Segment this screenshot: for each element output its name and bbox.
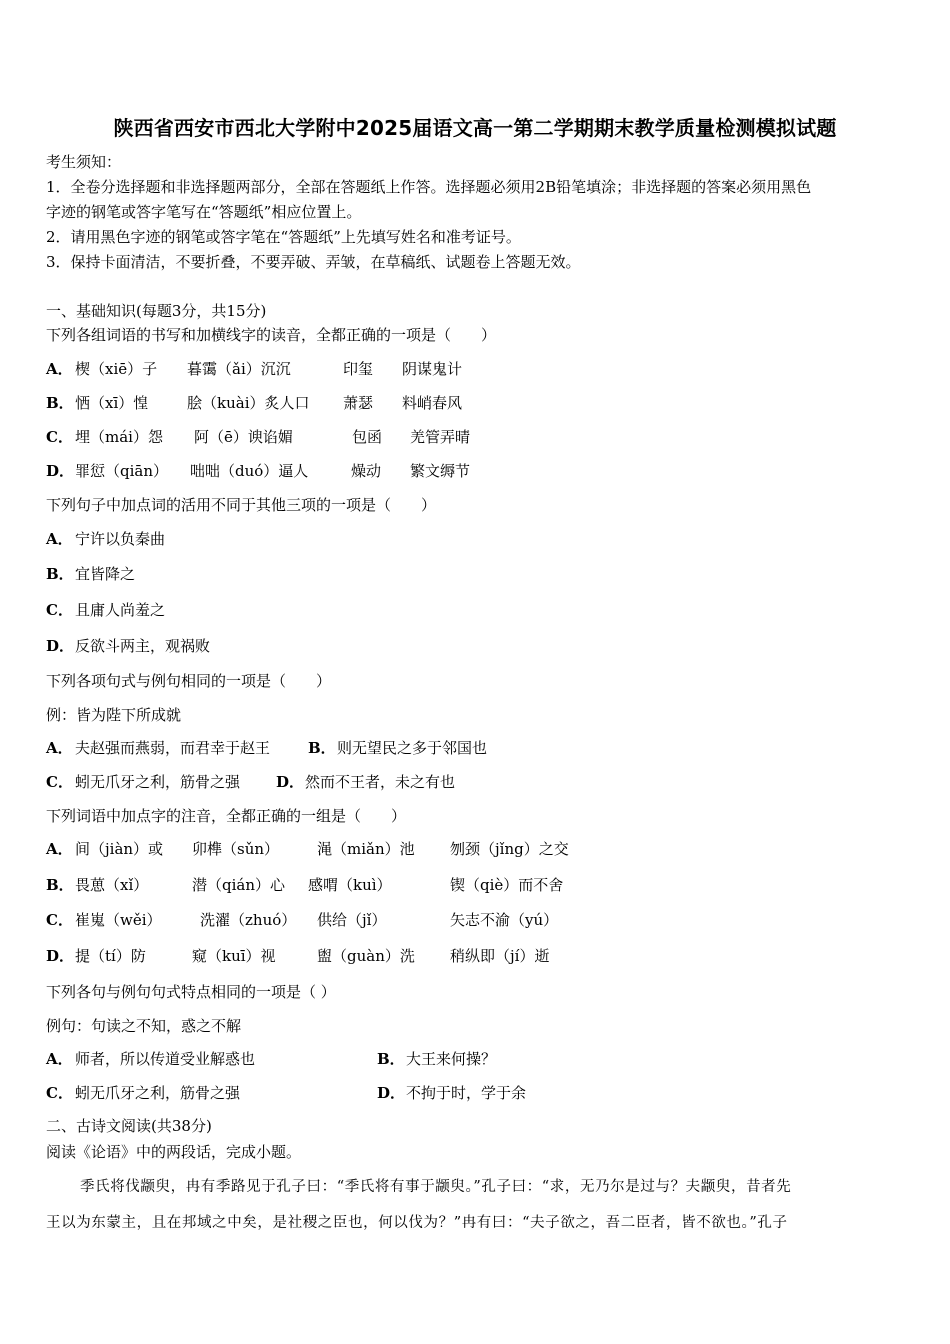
option-item: 包函 [352, 428, 383, 446]
option-item: 繁文缛节 [410, 462, 471, 480]
option-letter: D． [46, 637, 75, 655]
option-item: 埋（mái）怨 [75, 428, 163, 446]
option-text: 不拘于时，学于余 [406, 1084, 527, 1102]
option-text: 宜皆降之 [75, 565, 136, 583]
option-letter: D． [46, 947, 75, 965]
option-letter: C． [46, 773, 73, 791]
q5-stem: 下列各句与例句句式特点相同的一项是（ ） [46, 983, 336, 1001]
option-item: 刎颈（jǐng）之交 [450, 840, 569, 858]
q3-stem: 下列各项句式与例句相同的一项是（ ） [46, 672, 332, 690]
option-item: 阿（ē）谀谄媚 [194, 428, 293, 446]
option-item: 畏葸（xǐ） [75, 876, 149, 894]
option-text: 则无望民之多于邻国也 [337, 739, 488, 757]
option-letter: A． [46, 739, 73, 757]
option-item: 供给（jǐ） [317, 911, 387, 929]
notice-item-2: 2．请用黑色字迹的钢笔或答字笔在“答题纸”上先填写姓名和准考证号。 [46, 228, 521, 246]
option-item: 感喟（kuì） [308, 876, 392, 894]
option-letter: D． [276, 773, 305, 791]
option-letter: A． [46, 1050, 73, 1068]
option-item: 萧瑟 [343, 394, 374, 412]
option-text: 夫赵强而燕弱，而君幸于赵王 [75, 739, 271, 757]
option-item: 窥（kuī）视 [192, 947, 276, 965]
option-item: 渑（miǎn）池 [317, 840, 415, 858]
option-item: 潜（qián）心 [192, 876, 286, 894]
option-letter: A． [46, 530, 73, 548]
section1-heading: 一、基础知识(每题3分，共15分) [46, 302, 267, 320]
q5-example: 例句：句读之不知，惑之不解 [46, 1017, 242, 1035]
option-text: 蚓无爪牙之利，筋骨之强 [75, 1084, 241, 1102]
option-letter: C． [46, 601, 73, 619]
option-letter: B． [46, 565, 74, 583]
option-text: 师者，所以传道受业解惑也 [75, 1050, 256, 1068]
option-item: 料峭春风 [402, 394, 463, 412]
q3-example: 例：皆为陛下所成就 [46, 706, 182, 724]
option-text: 大王来何操？ [406, 1050, 497, 1068]
option-text: 蚓无爪牙之利，筋骨之强 [75, 773, 241, 791]
option-item: 锲（qiè）而不舍 [450, 876, 564, 894]
option-letter: A． [46, 840, 73, 858]
notice-item-3: 3．保持卡面清洁，不要折叠，不要弄破、弄皱，在草稿纸、试题卷上答题无效。 [46, 253, 581, 271]
passage-line-2: 王以为东蒙主，且在邦域之中矣，是社稷之臣也，何以伐为？”冉有曰：“夫子欲之，吾二臣者，皆不欲也。”孔子 [46, 1215, 788, 1231]
option-letter: C． [46, 911, 73, 929]
option-letter: B． [46, 876, 74, 894]
q4-stem: 下列词语中加点字的注音，全都正确的一组是（ ） [46, 807, 407, 825]
option-letter: B． [46, 394, 74, 412]
option-item: 楔（xiē）子 [75, 360, 158, 378]
option-item: 咄咄（duó）逼人 [190, 462, 309, 480]
q1-stem: 下列各组词语的书写和加横线字的读音，全都正确的一项是（ ） [46, 326, 497, 344]
option-text: 然而不王者，未之有也 [305, 773, 456, 791]
option-item: 盥（guàn）洗 [317, 947, 415, 965]
option-item: 恓（xī）惶 [75, 394, 149, 412]
notice-heading: 考生须知： [46, 153, 122, 171]
option-letter: C． [46, 428, 73, 446]
option-letter: D． [46, 462, 75, 480]
notice-item-1b: 字迹的钢笔或答字笔写在“答题纸”相应位置上。 [46, 203, 362, 221]
option-item: 提（tí）防 [75, 947, 146, 965]
q2-stem: 下列句子中加点词的活用不同于其他三项的一项是（ ） [46, 496, 437, 514]
option-letter: B． [308, 739, 336, 757]
option-item: 罪愆（qiān） [75, 462, 169, 480]
option-item: 崔嵬（wěi） [75, 911, 162, 929]
option-text: 反欲斗两主，观祸败 [75, 637, 211, 655]
option-item: 印玺 [343, 360, 374, 378]
section2-intro: 阅读《论语》中的两段话，完成小题。 [46, 1143, 302, 1161]
option-item: 阴谋鬼计 [402, 360, 463, 378]
option-letter: C． [46, 1084, 73, 1102]
option-letter: B． [377, 1050, 405, 1068]
option-item: 卯榫（sǔn） [192, 840, 280, 858]
option-item: 稍纵即（jí）逝 [450, 947, 550, 965]
notice-item-1a: 1．全卷分选择题和非选择题两部分，全部在答题纸上作答。选择题必须用2B铅笔填涂；非选择题的答案必须用黑色 [46, 178, 812, 196]
option-item: 间（jiàn）或 [75, 840, 164, 858]
option-letter: D． [377, 1084, 406, 1102]
option-item: 脍（kuài）炙人口 [187, 394, 310, 412]
option-item: 暮霭（ǎi）沉沉 [187, 360, 291, 378]
section2-heading: 二、古诗文阅读(共38分) [46, 1117, 212, 1135]
option-text: 且庸人尚羞之 [75, 601, 166, 619]
option-item: 燥动 [351, 462, 382, 480]
option-item: 矢志不渝（yú） [450, 911, 559, 929]
option-text: 宁许以负秦曲 [75, 530, 166, 548]
passage-line-1: 季氏将伐颛臾，冉有季路见于孔子曰：“季氏将有事于颛臾。”孔子曰：“求，无乃尔是过与？夫颛臾，昔者先 [80, 1179, 792, 1195]
option-letter: A． [46, 360, 73, 378]
option-item: 羌管弄晴 [410, 428, 471, 446]
option-item: 洗濯（zhuó） [200, 911, 297, 929]
page-title: 陕西省西安市西北大学附中2025届语文高一第二学期期末教学质量检测模拟试题 [113, 116, 837, 140]
